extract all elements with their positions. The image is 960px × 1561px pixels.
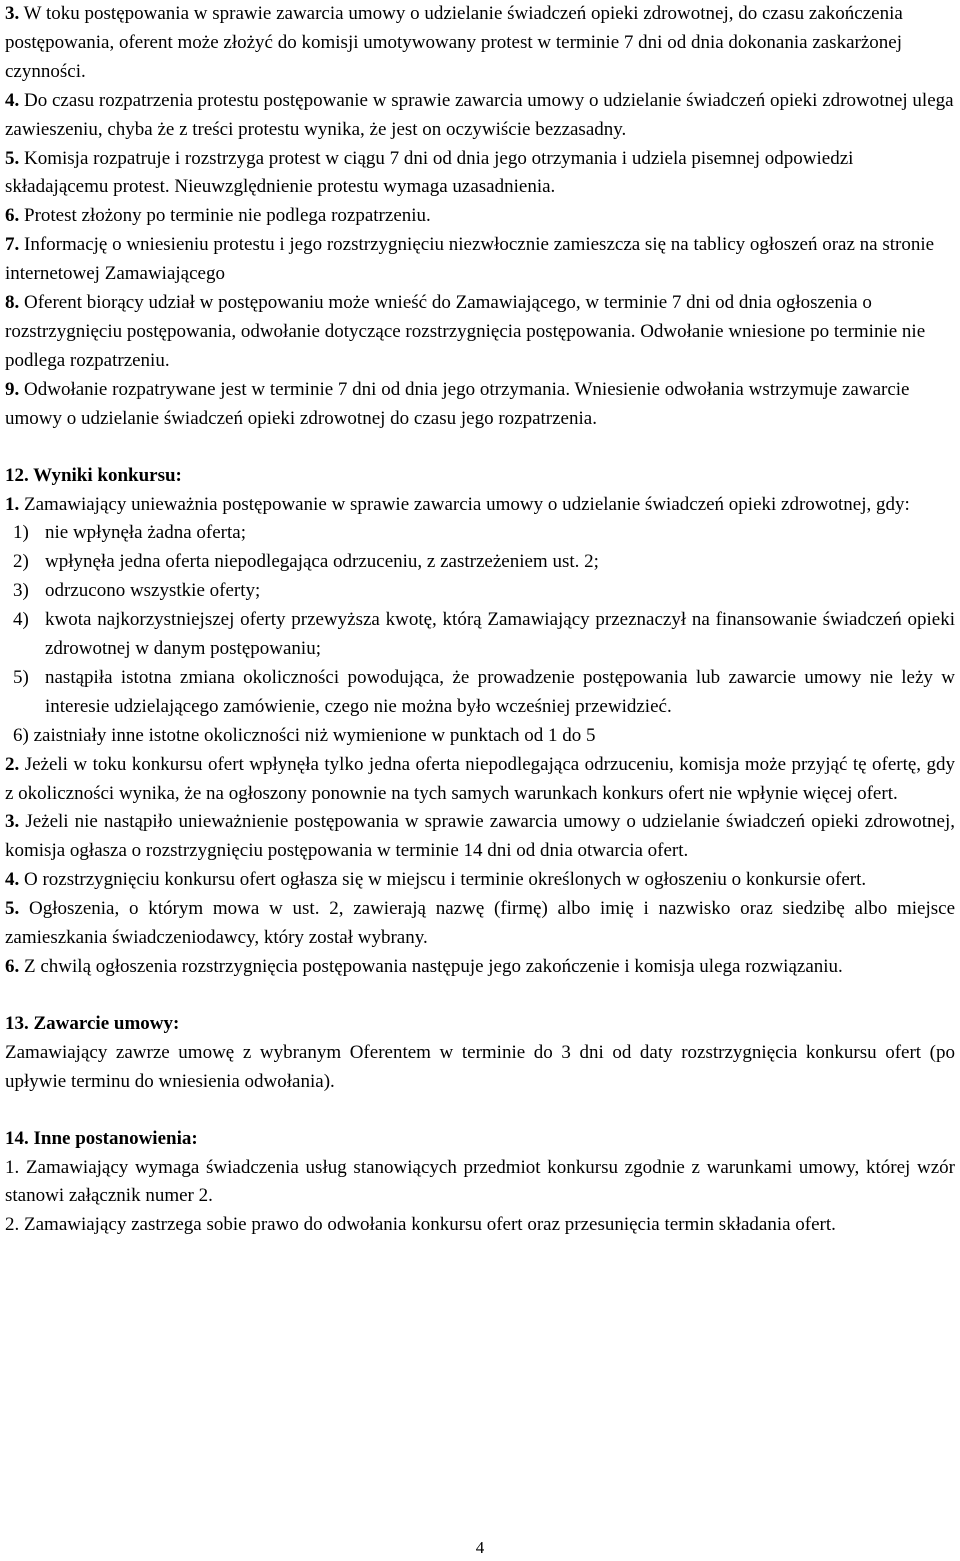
paragraph-text: Ogłoszenia, o którym mowa w ust. 2, zawierają nazwę (firmę) albo imię i nazwisko oraz siedzibę albo miejsce zamieszkania świadczeniodawcy, który został wybrany.: [5, 898, 956, 949]
paragraph-number: 6.: [5, 956, 20, 977]
section-11-continuation: [5, 0, 955, 434]
paragraph-number: 5.: [5, 898, 20, 920]
section-14: [5, 1125, 955, 1241]
spacer: [5, 434, 955, 462]
list-item-6: 6) zaistniały inne istotne okoliczności niż wymienione w punktach od 1 do 5: [13, 724, 596, 746]
paragraph-14-2: 2. Zamawiający zastrzega sobie prawo do odwołania konkursu ofert oraz przesunięcia termin składania ofert.: [5, 1214, 836, 1236]
paragraph-number: 3.: [5, 3, 20, 24]
list-item-text: nie wpłynęła żadna oferta;: [45, 522, 246, 544]
paragraph-number: 4.: [5, 89, 20, 111]
paragraph-11-4: [5, 87, 955, 145]
paragraph-text: Komisja rozpatruje i rozstrzyga protest w ciągu 7 dni od dnia jego otrzymania i udziela pisemnej odpowiedzi składającemu protest. Nieuwzględnienie protestu wymaga uzasadnienia.: [5, 147, 854, 198]
list-item: [5, 548, 955, 577]
page-number: 4: [475, 1538, 485, 1557]
spacer: [5, 982, 955, 1010]
paragraph-12-6: [5, 953, 955, 982]
list-item-number: 5): [13, 666, 29, 688]
paragraph-number: 2.: [5, 753, 20, 775]
list-item: [5, 577, 955, 606]
section-heading: 14. Inne postanowienia:: [5, 1127, 198, 1149]
paragraph-text: Do czasu rozpatrzenia protestu postępowanie w sprawie zawarcia umowy o udzielanie świadczeń opieki zdrowotnej ulega zawieszeniu, chyba że z treści protestu wynika, że jest on oczywiście bezzasadny.: [5, 89, 954, 140]
paragraph-text: Zamawiający unieważnia postępowanie w sprawie zawarcia umowy o udzielanie świadczeń opieki zdrowotnej, gdy:: [24, 493, 910, 515]
section-12: [5, 462, 955, 982]
list-item-number: 3): [13, 580, 29, 602]
spacer: [5, 1097, 955, 1125]
paragraph-text: Protest złożony po terminie nie podlega rozpatrzeniu.: [24, 205, 431, 227]
paragraph-text: Odwołanie rozpatrywane jest w terminie 7 dni od dnia jego otrzymania. Wniesienie odwołania wstrzymuje zawarcie umowy o udzielanie świadczeń opieki zdrowotnej do czasu jego rozpatrzenia.: [5, 378, 910, 429]
paragraph-number: 6.: [5, 205, 20, 227]
paragraph-number: 4.: [5, 869, 20, 891]
section-heading: 13. Zawarcie umowy:: [5, 1012, 180, 1034]
list-item: [5, 664, 955, 722]
paragraph-11-5: [5, 145, 955, 203]
paragraph-12-3: [5, 808, 955, 866]
paragraph-text: Informację o wniesieniu protestu i jego rozstrzygnięciu niezwłocznie zamieszcza się na tablicy ogłoszeń oraz na stronie internetowej Zamawiającego: [5, 234, 935, 285]
paragraph-12-2: [5, 751, 955, 809]
paragraph-11-9: [5, 376, 955, 434]
list-item-number: 4): [13, 609, 29, 631]
paragraph-text: Oferent biorący udział w postępowaniu może wnieść do Zamawiającego, w terminie 7 dni od dnia ogłoszenia o rozstrzygnięciu postępowania, odwołanie dotyczące rozstrzygnięcia postępowania. Odwołanie wniesione po terminie nie podlega rozpatrzeniu.: [5, 292, 926, 371]
list-item-number: 2): [13, 551, 29, 573]
section-13: [5, 1010, 955, 1097]
paragraph-text: Jeżeli w toku konkursu ofert wpłynęła tylko jedna oferta niepodlegająca odrzuceniu, komisja może przyjąć tę ofertę, gdy z okoliczności wynika, że na ogłoszony ponownie na tych samych warunkach konkurs ofert nie wpłynie więcej ofert.: [5, 753, 955, 804]
paragraph-number: 5.: [5, 147, 20, 169]
paragraph-12-4: [5, 866, 955, 895]
section-heading: 12. Wyniki konkursu:: [5, 464, 182, 486]
paragraph-text: Z chwilą ogłoszenia rozstrzygnięcia postępowania następuje jego zakończenie i komisja ulega rozwiązaniu.: [24, 956, 843, 977]
paragraph-11-3: [5, 0, 955, 87]
paragraph-text: Jeżeli nie nastąpiło unieważnienie postępowania w sprawie zawarcia umowy o udzielanie świadczeń opieki zdrowotnej, komisja ogłasza o rozstrzygnięciu postępowania w terminie 14 dni od dnia otwarcia ofert.: [5, 811, 956, 862]
paragraph-11-6: [5, 202, 955, 231]
paragraph-11-7: [5, 231, 955, 289]
paragraph-12-1: [5, 491, 955, 520]
paragraph-number: 3.: [5, 811, 20, 833]
paragraph-11-8: [5, 289, 955, 376]
list-item-text: odrzucono wszystkie oferty;: [45, 580, 261, 602]
list-item-text: nastąpiła istotna zmiana okoliczności powodująca, że prowadzenie postępowania lub zawarcie umowy nie leży w interesie udzielającego zamówienie, czego nie można było wcześniej przewidzieć.: [45, 666, 955, 717]
paragraph-number: 9.: [5, 378, 20, 400]
section-13-text: Zamawiający zawrze umowę z wybranym Oferentem w terminie do 3 dni od daty rozstrzygnięcia konkursu ofert (po upływie terminu do wniesienia odwołania).: [5, 1041, 955, 1092]
paragraph-text: O rozstrzygnięciu konkursu ofert ogłasza się w miejscu i terminie określonych w ogłoszeniu o konkursie ofert.: [24, 869, 867, 891]
list-item-text: wpłynęła jedna oferta niepodlegająca odrzuceniu, z zastrzeżeniem ust. 2;: [45, 551, 599, 573]
list-item: [5, 606, 955, 664]
list-item-text: kwota najkorzystniejszej oferty przewyższa kwotę, którą Zamawiający przeznaczył na finansowanie świadczeń opieki zdrowotnej w danym postępowaniu;: [45, 609, 955, 660]
paragraph-14-1: 1. Zamawiający wymaga świadczenia usług stanowiących przedmiot konkursu zgodnie z warunkami umowy, której wzór stanowi załącznik numer 2.: [5, 1156, 955, 1207]
paragraph-number: 8.: [5, 292, 20, 314]
paragraph-number: 1.: [5, 493, 20, 515]
list-item-number: 1): [13, 522, 29, 544]
paragraph-text: W toku postępowania w sprawie zawarcia umowy o udzielanie świadczeń opieki zdrowotnej, do czasu zakończenia postępowania, oferent może złożyć do komisji umotywowany protest w terminie 7 dni od dnia dokonania zaskarżonej czynności.: [5, 3, 903, 82]
cancellation-reasons-list: [5, 519, 955, 721]
list-item: [5, 519, 955, 548]
paragraph-12-5: [5, 895, 955, 953]
paragraph-number: 7.: [5, 234, 20, 256]
